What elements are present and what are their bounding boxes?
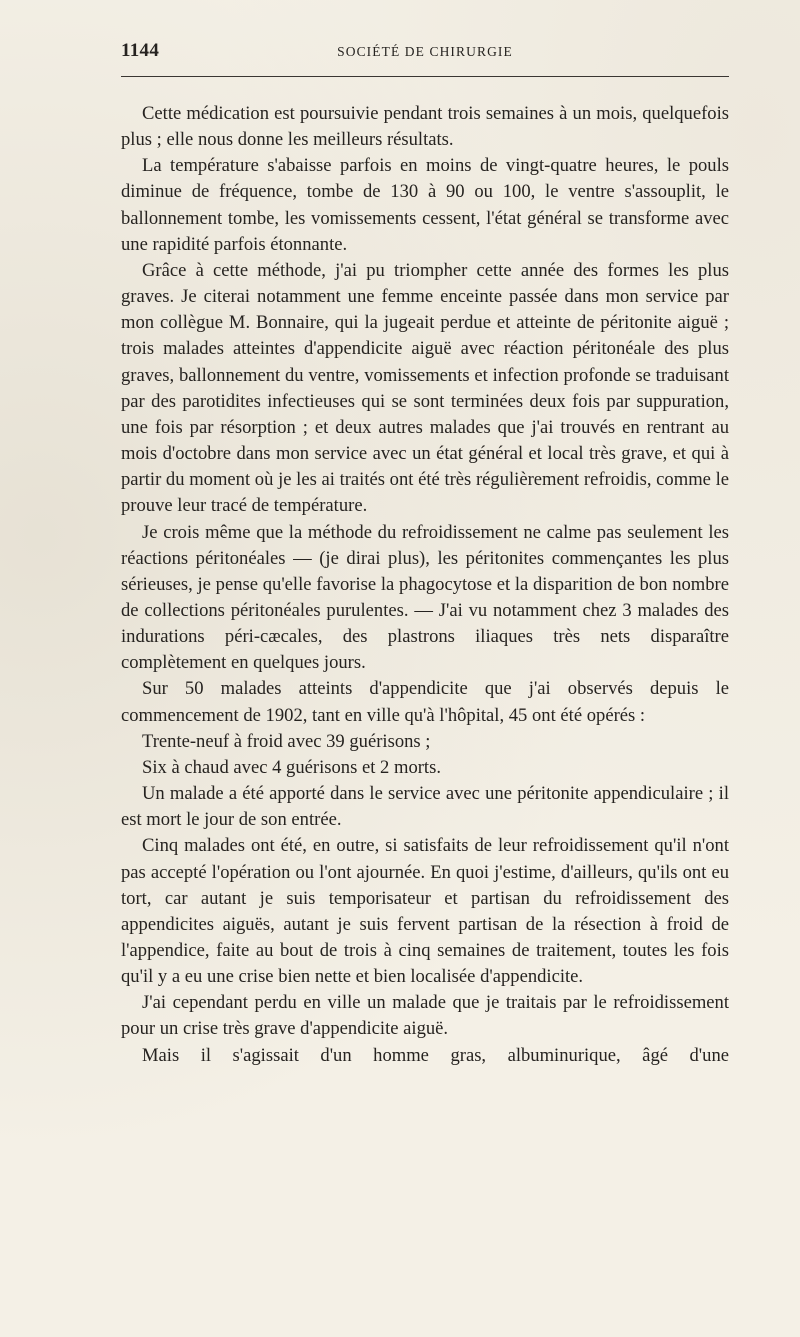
paragraph-lost-patient: J'ai cependant perdu en ville un malade que je traitais par le refroidissement pour un crise très grave d'appendicite aiguë. — [121, 992, 729, 1040]
paragraph-cooling-method: Je crois même que la méthode du refroidissement ne calme pas seulement les réactions péritonéales — (je dirai plus), les péritonites commençantes les plus sérieuses, je pense qu'elle favorise la phagocytose et la disparition de bon nombre de collections péritonéales purulentes. — J'ai vu notamment chez 3 malades des indurations péri-cæcales, des plastrons iliaques très nets disparaître complètement en quelques jours. — [121, 521, 729, 674]
running-title: SOCIÉTÉ DE CHIRURGIE — [337, 44, 513, 59]
page-number: 1144 — [121, 40, 160, 61]
paragraph-medication: Cette médication est poursuivie pendant trois semaines à un mois, quelquefois plus ; elle nous donne les meilleurs résultats. — [121, 103, 729, 151]
paragraph-five-patients: Cinq malades ont été, en outre, si satisfaits de leur refroidissement qu'il n'ont pas accepté l'opération ou l'ont ajournée. En quoi j'estime, d'ailleurs, qu'ils ont eu tort, car autant je suis temporisateur et partisan du refroidissement des appendicites aiguës, autant je suis fervent partisan de la résection à froid de l'appendice, faite au bout de trois à cinq semaines de traitement, toutes les fois qu'il y a eu une crise bien nette et bien localisée d'appendicite. — [121, 835, 729, 988]
header-rule — [121, 76, 729, 77]
paragraph-continuation: Mais il s'agissait d'un homme gras, albuminurique, âgé d'une — [142, 1044, 729, 1066]
paragraph-severe-cases: Grâce à cette méthode, j'ai pu triompher cette année des formes les plus graves. Je citerai notamment une femme enceinte passée dans mon service par mon collègue M. Bonnaire, qui la jugeait perdue et atteinte de péritonite aiguë ; trois malades atteintes d'appendicite aiguë avec réaction péritonéale des plus graves, ballonnement du ventre, vomissements et infection profonde se traduisant par des parotidites infectieuses qui se sont terminées deux fois par suppuration, une fois par résorption ; et deux autres malades que j'ai trouvés en rentrant au mois d'octobre dans mon service avec un état général et local très grave, et qui à partir du moment où je les ai traités ont été très régulièrement refroidis, comme le prouve leur tracé de température. — [121, 259, 729, 517]
paragraph-peritonitis-case: Un malade a été apporté dans le service avec une péritonite appendiculaire ; il est mort le jour de son entrée. — [121, 783, 729, 831]
body-text — [121, 101, 729, 1069]
paragraph-hot-operations: Six à chaud avec 4 guérisons et 2 morts. — [142, 756, 441, 778]
paragraph-statistics: Sur 50 malades atteints d'appendicite que j'ai observés depuis le commencement de 1902, tant en ville qu'à l'hôpital, 45 ont été opérés : — [121, 678, 729, 726]
running-head — [121, 40, 729, 70]
paragraph-cold-operations: Trente-neuf à froid avec 39 guérisons ; — [142, 730, 431, 752]
paragraph-temperature: La température s'abaisse parfois en moins de vingt-quatre heures, le pouls diminue de fréquence, tombe de 130 à 90 ou 100, le ventre s'assouplit, le ballonnement tombe, les vomissements cessent, l'état général se transforme avec une rapidité parfois étonnante. — [121, 155, 729, 255]
